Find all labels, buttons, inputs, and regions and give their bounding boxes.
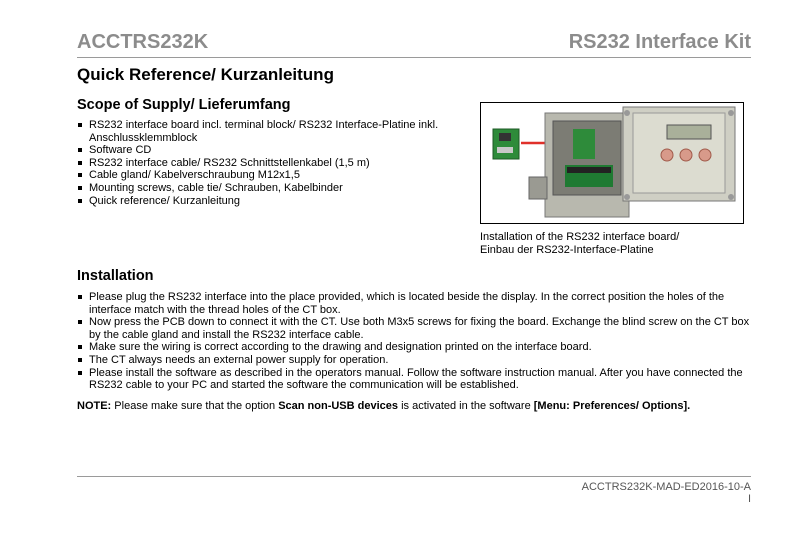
list-item: Please install the software as described in the operators manual. Follow the software instruction manual. After you have connected the RS232 cable to your PC and started the software the communication will be established. [77, 367, 753, 392]
document-id: ACCTRS232K-MAD-ED2016-10-A [581, 481, 751, 493]
note-label: NOTE: [77, 400, 112, 412]
installation-list [77, 291, 753, 392]
note-text: Please make sure that the option [114, 400, 276, 412]
note-paragraph [77, 400, 757, 412]
scope-heading: Scope of Supply/ Lieferumfang [77, 97, 291, 113]
installation-heading: Installation [77, 268, 154, 284]
list-item: Now press the PCB down to connect it with the CT. Use both M3x5 screws for fixing the board. Exchange the blind screw on the CT box by the cable gland and install the RS232 interface cable. [77, 316, 753, 341]
product-code: ACCTRS232K [77, 31, 209, 53]
list-item: Software CD [77, 144, 452, 157]
page-number: I [747, 493, 751, 505]
caption-line: Installation of the RS232 interface board/ [480, 231, 680, 243]
product-title: RS232 Interface Kit [568, 31, 751, 53]
scope-list [77, 119, 452, 207]
list-item: Make sure the wiring is correct according to the drawing and designation printed on the interface board. [77, 341, 753, 354]
page-footer [582, 481, 751, 505]
page-title: Quick Reference/ Kurzanleitung [77, 65, 334, 84]
list-item: Please plug the RS232 interface into the place provided, which is located beside the display. In the correct position the holes of the interface match with the thread holes of the CT box. [77, 291, 753, 316]
list-item: Mounting screws, cable tie/ Schrauben, Kabelbinder [77, 182, 452, 195]
caption-line: Einbau der RS232-Interface-Platine [480, 243, 654, 256]
page-header [77, 31, 751, 58]
installation-photo [480, 102, 744, 224]
list-item: Cable gland/ Kabelverschraubung M12x1,5 [77, 169, 452, 182]
note-menu: [Menu: Preferences/ Options]. [533, 400, 691, 412]
note-option: Scan non-USB devices [278, 400, 399, 412]
list-item: RS232 interface board incl. terminal block/ RS232 Interface-Platine inkl. Anschlussklemmblock [77, 119, 452, 144]
figure-caption [480, 231, 750, 256]
list-item: RS232 interface cable/ RS232 Schnittstellenkabel (1,5 m) [77, 157, 452, 170]
note-text: is activated in the software [401, 400, 531, 412]
device-illustration [481, 103, 743, 223]
list-item: The CT always needs an external power supply for operation. [77, 354, 753, 367]
list-item: Quick reference/ Kurzanleitung [77, 195, 452, 208]
footer-divider [77, 476, 751, 477]
